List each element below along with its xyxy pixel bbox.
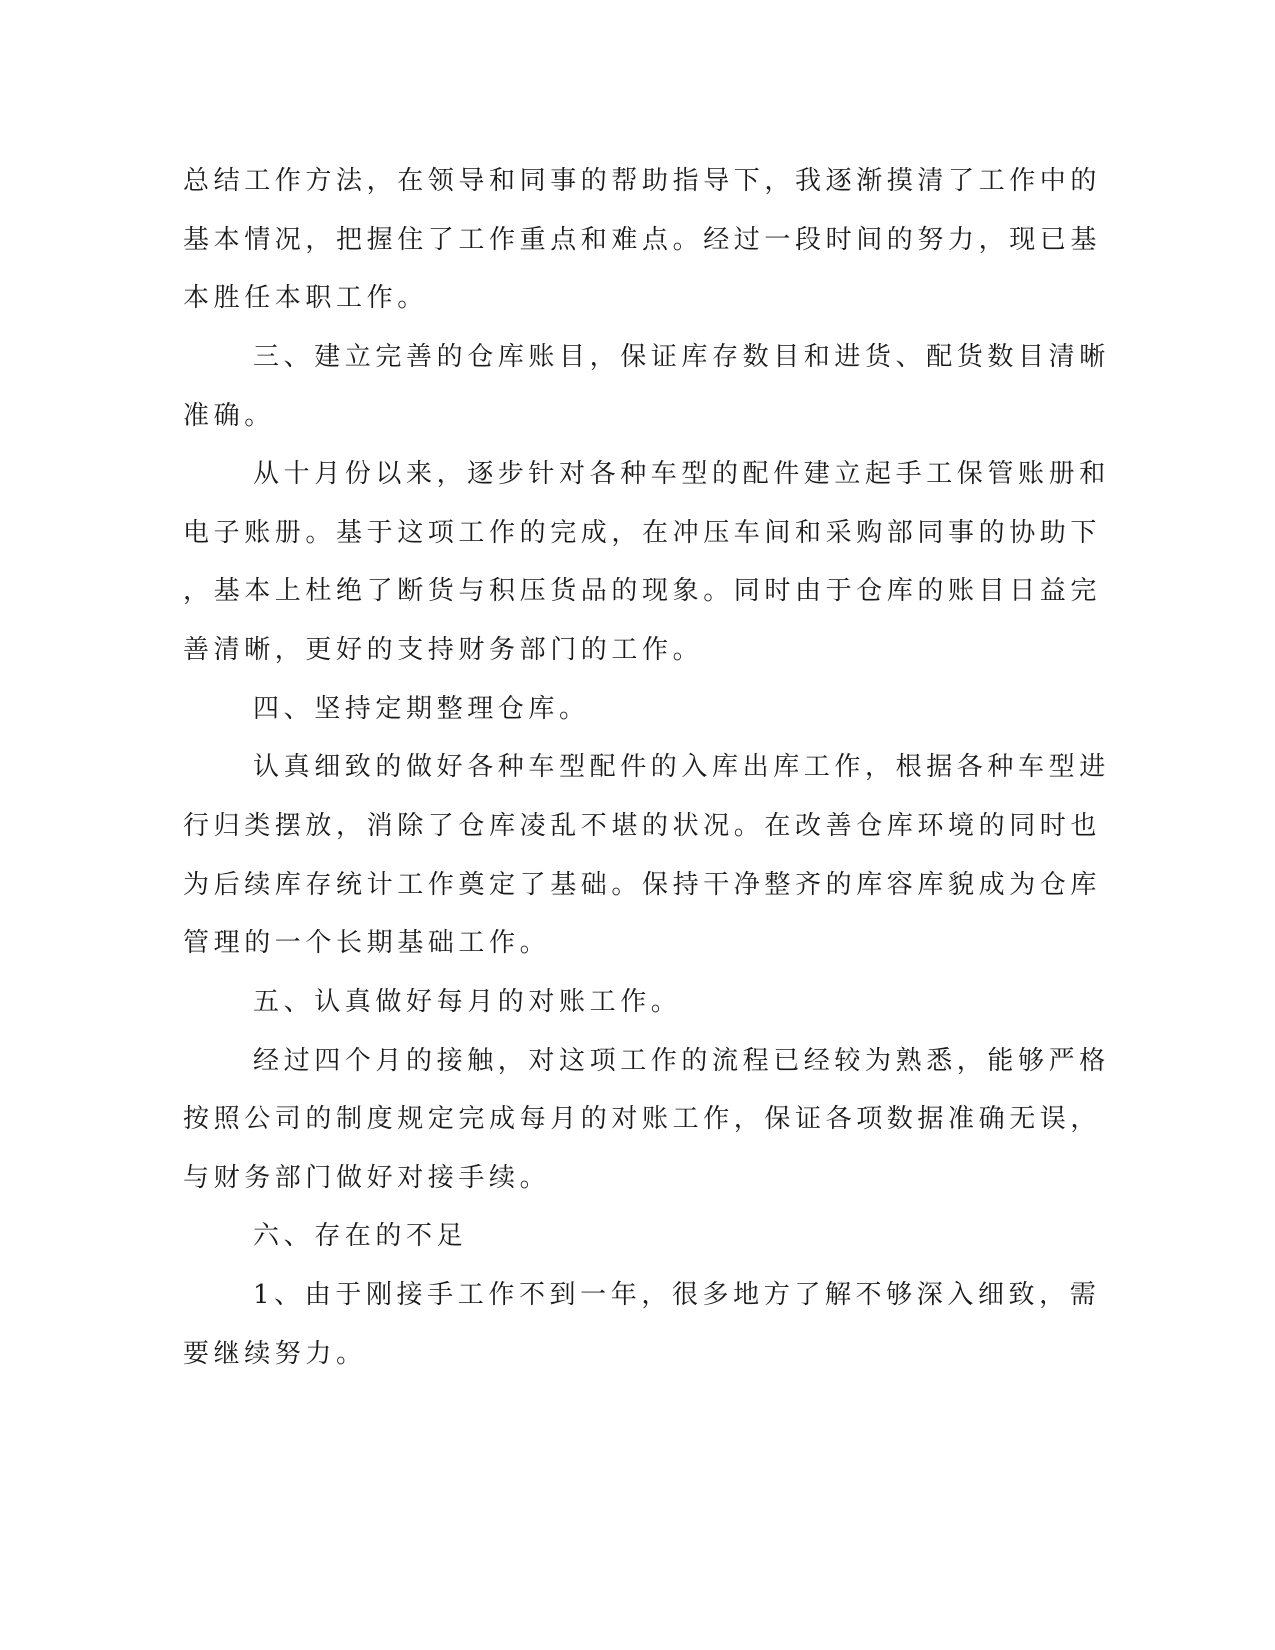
- text-line: 善清晰，更好的支持财务部门的工作。: [183, 635, 704, 665]
- text-line: 1、由于刚接手工作不到一年，很多地方了解不够深入细致，需: [253, 1280, 1101, 1310]
- text-line: 准确。: [183, 401, 275, 431]
- section-heading: 五、认真做好每月的对账工作。: [253, 987, 682, 1017]
- text-line: 本胜任本职工作。: [183, 283, 428, 313]
- section-heading: 四、坚持定期整理仓库。: [253, 694, 590, 724]
- text-line: 基本情况，把握住了工作重点和难点。经过一段时间的努力，现已基: [183, 225, 1102, 255]
- text-line: 电子账册。基于这项工作的完成，在冲压车间和采购部同事的协助下: [183, 518, 1102, 548]
- text-line: 与财务部门做好对接手续。: [183, 1163, 551, 1193]
- text-line: ，基本上杜绝了断货与积压货品的现象。同时由于仓库的账目日益完: [183, 576, 1102, 606]
- text-line: 认真细致的做好各种车型配件的入库出库工作，根据各种车型进: [253, 752, 1110, 782]
- text-line: 为后续库存统计工作奠定了基础。保持干净整齐的库容库貌成为仓库: [183, 870, 1102, 900]
- text-line: 行归类摆放，消除了仓库凌乱不堪的状况。在改善仓库环境的同时也: [183, 811, 1102, 841]
- section-heading: 六、存在的不足: [253, 1221, 468, 1251]
- text-line: 管理的一个长期基础工作。: [183, 928, 551, 958]
- section-heading: 三、建立完善的仓库账目，保证库存数目和进货、配货数目清晰: [253, 342, 1110, 372]
- text-line: 经过四个月的接触，对这项工作的流程已经较为熟悉，能够严格: [253, 1046, 1110, 1076]
- text-line: 按照公司的制度规定完成每月的对账工作，保证各项数据准确无误，: [183, 1104, 1102, 1134]
- text-line: 总结工作方法，在领导和同事的帮助指导下，我逐渐摸清了工作中的: [183, 166, 1102, 196]
- text-line: 要继续努力。: [183, 1339, 367, 1369]
- text-line: 从十月份以来，逐步针对各种车型的配件建立起手工保管账册和: [253, 459, 1110, 489]
